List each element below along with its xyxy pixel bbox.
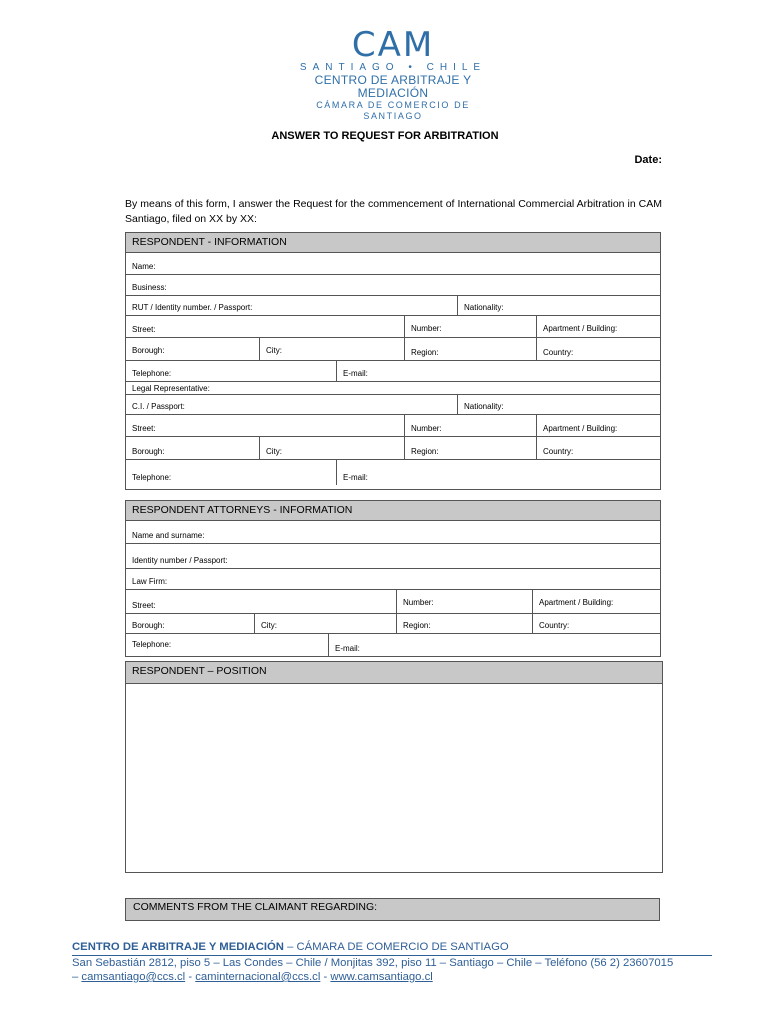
cam-logo (290, 25, 496, 122)
logo-main: CAM (351, 25, 435, 65)
region-field-2[interactable]: Region: (405, 437, 537, 459)
attorneys-header: RESPONDENT ATTORNEYS - INFORMATION (126, 501, 660, 521)
attorney-city-field[interactable]: City: (255, 614, 397, 633)
attorney-street-field[interactable]: Street: (126, 590, 397, 613)
respondent-section (125, 232, 661, 490)
position-text-area[interactable] (126, 684, 662, 872)
footer-title (72, 940, 712, 956)
number-field-2[interactable]: Number: (405, 415, 537, 436)
attorney-borough-field[interactable]: Borough: (126, 614, 255, 633)
attorney-number-field[interactable]: Number: (397, 590, 533, 613)
city-field-2[interactable]: City: (260, 437, 405, 459)
nationality-field[interactable]: Nationality: (464, 303, 504, 312)
name-field[interactable]: Name: (132, 262, 156, 271)
rut-field[interactable]: RUT / Identity number. / Passport: (126, 296, 458, 315)
footer-separator-2: - (320, 971, 331, 983)
website-link[interactable]: www.camsantiago.cl (330, 971, 433, 983)
city-field[interactable]: City: (260, 338, 405, 360)
nationality-field-2[interactable]: Nationality: (464, 402, 504, 411)
attorney-region-field[interactable]: Region: (397, 614, 533, 633)
country-field-2[interactable]: Country: (543, 447, 574, 456)
logo-line2: CÁMARA DE COMERCIO DE SANTIAGO (316, 100, 470, 121)
date-label: Date: (634, 154, 662, 166)
apartment-field[interactable]: Apartment / Building: (543, 324, 618, 333)
ci-passport-field[interactable]: C.I. / Passport: (126, 395, 458, 414)
logo-line1: CENTRO DE ARBITRAJE Y MEDIACIÓN (314, 73, 472, 100)
attorney-identity-field[interactable]: Identity number / Passport: (132, 556, 228, 565)
email-field-2[interactable]: E-mail: (343, 473, 368, 482)
footer-title-bold: CENTRO DE ARBITRAJE Y MEDIACIÓN (72, 941, 284, 953)
respondent-header: RESPONDENT - INFORMATION (126, 233, 660, 253)
position-header: RESPONDENT – POSITION (126, 662, 662, 684)
position-section (125, 661, 663, 873)
law-firm-field[interactable]: Law Firm: (132, 577, 168, 586)
intro-text: By means of this form, I answer the Request for the commencement of International Commercial Arbitration in CAM Santiago, filed on XX by XX: (125, 198, 662, 225)
footer (72, 940, 712, 984)
attorney-email-field[interactable]: E-mail: (335, 644, 360, 653)
comments-header: COMMENTS FROM THE CLAIMANT REGARDING: (125, 898, 660, 921)
telephone-field[interactable]: Telephone: (126, 361, 337, 381)
logo-sub: SANTIAGO • CHILE (299, 62, 487, 73)
footer-dash: – (72, 971, 82, 983)
street-field-2[interactable]: Street: (126, 415, 405, 436)
page-title: ANSWER TO REQUEST FOR ARBITRATION (271, 130, 499, 142)
footer-separator-1: - (185, 971, 196, 983)
footer-title-rest: – CÁMARA DE COMERCIO DE SANTIAGO (283, 941, 509, 953)
telephone-field-2[interactable]: Telephone: (126, 460, 337, 485)
street-field[interactable]: Street: (126, 316, 405, 337)
legal-representative-field[interactable]: Legal Representative: (132, 384, 210, 393)
email-field[interactable]: E-mail: (343, 369, 368, 378)
borough-field[interactable]: Borough: (126, 338, 260, 360)
number-field[interactable]: Number: (405, 316, 537, 337)
attorney-telephone-field[interactable]: Telephone: (126, 634, 329, 656)
apartment-field-2[interactable]: Apartment / Building: (543, 424, 618, 433)
email-link-caminternacional[interactable]: caminternacional@ccs.cl (195, 971, 321, 983)
country-field[interactable]: Country: (543, 348, 574, 357)
attorney-apartment-field[interactable]: Apartment / Building: (539, 598, 614, 607)
attorney-name-field[interactable]: Name and surname: (132, 531, 205, 540)
business-field[interactable]: Business: (132, 283, 167, 292)
footer-address: San Sebastián 2812, piso 5 – Las Condes – Chile / Monjitas 392, piso 11 – Santiago – Chile – Teléfono (56 2) 23607015 (72, 957, 674, 969)
attorney-country-field[interactable]: Country: (539, 621, 570, 630)
borough-field-2[interactable]: Borough: (126, 437, 260, 459)
attorneys-section (125, 500, 661, 657)
email-link-camsantiago[interactable]: camsantiago@ccs.cl (81, 971, 186, 983)
region-field[interactable]: Region: (405, 338, 537, 360)
footer-contacts (72, 970, 712, 984)
